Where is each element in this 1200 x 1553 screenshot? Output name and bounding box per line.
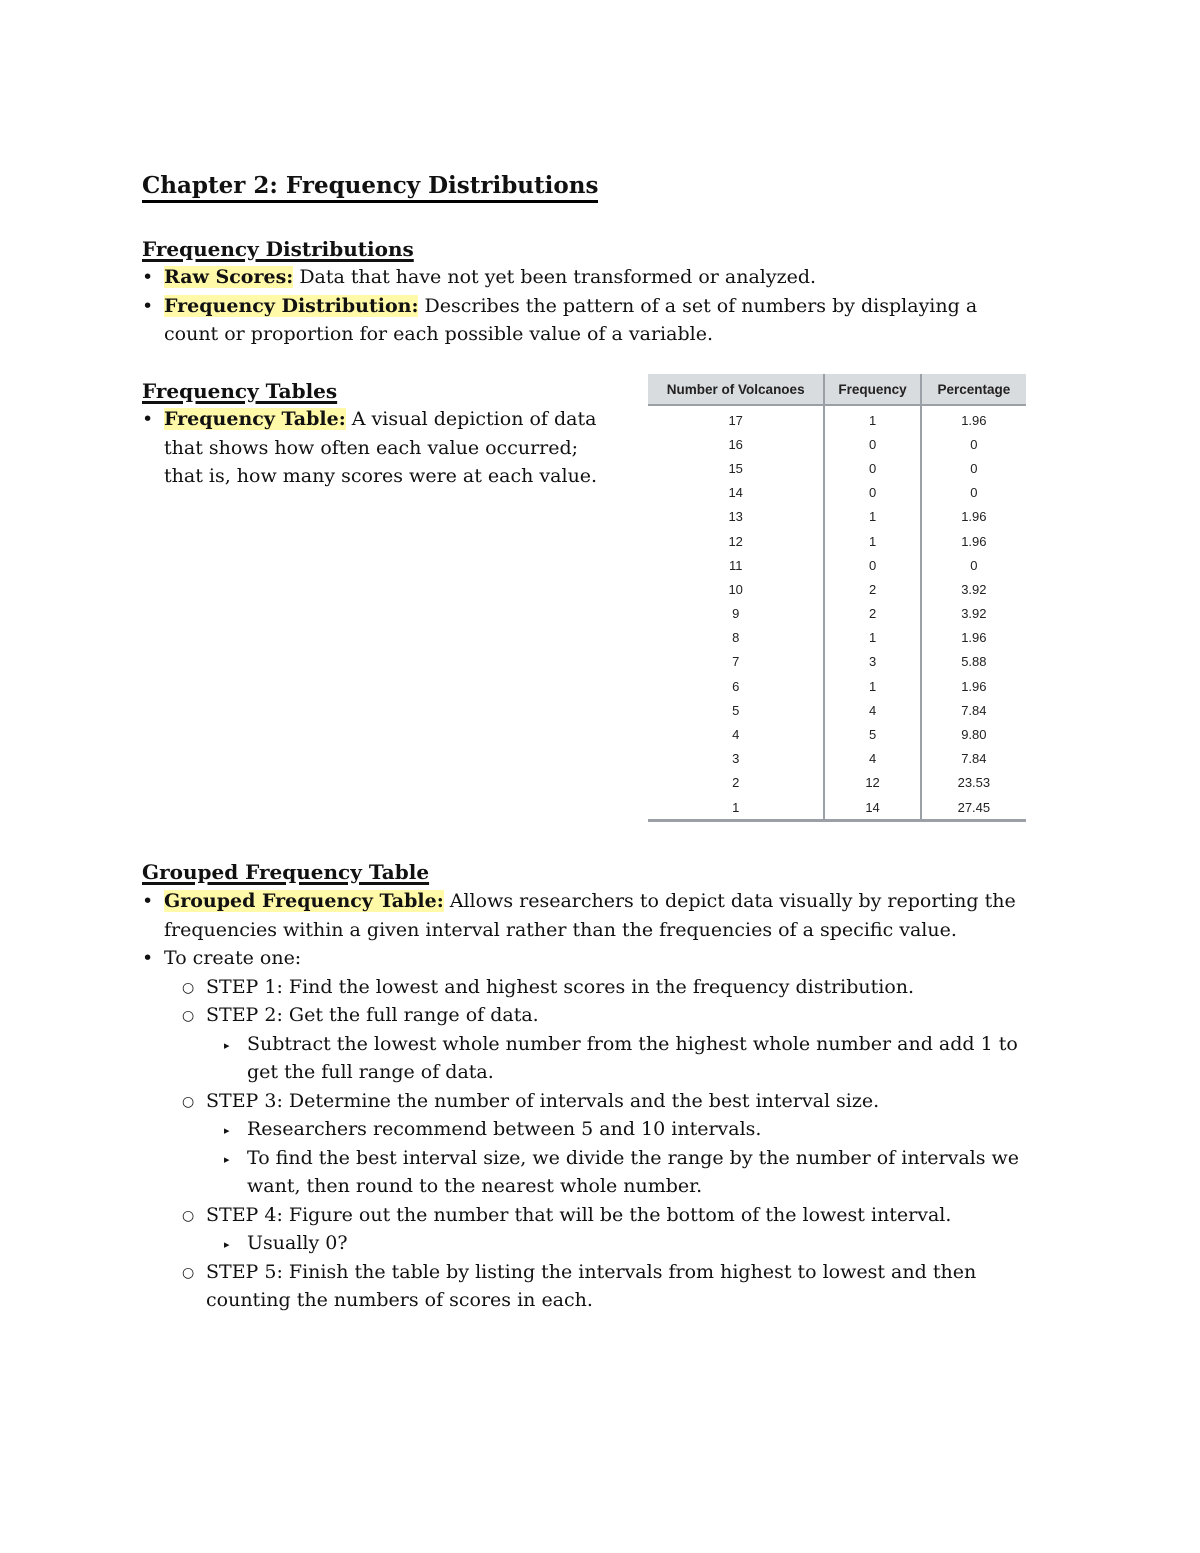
table-row <box>648 771 1026 795</box>
triangle-bullet-icon: ▸ <box>224 1038 230 1052</box>
circle-bullet-icon: ○ <box>182 979 195 996</box>
table-cell: 0 <box>824 456 920 480</box>
step-text: STEP 5: Finish the table by listing the intervals from highest to lowest and then <box>206 1260 977 1283</box>
table-cell: 10 <box>648 577 824 601</box>
table-row <box>648 698 1026 722</box>
frequency-tables-list <box>142 405 632 491</box>
table-cell: 1.96 <box>961 630 987 646</box>
bullet-icon: • <box>142 408 154 430</box>
table-cell: 7.84 <box>961 702 987 718</box>
table-cell: 0 <box>970 460 978 476</box>
table-cell: 7.84 <box>961 751 987 767</box>
table-row <box>648 481 1026 505</box>
step-detail-text: Subtract the lowest whole number from the highest whole number and add 1 to <box>247 1032 1018 1055</box>
table-cell: 0 <box>970 485 978 501</box>
table-row <box>648 505 1026 529</box>
column-header: Percentage <box>921 374 1026 405</box>
definition-text: A visual depiction of data <box>345 408 597 430</box>
definition-text-cont: that is, how many scores were at each value. <box>164 465 598 487</box>
step-detail-text-cont: want, then round to the nearest whole number. <box>247 1175 703 1197</box>
table-cell: 6 <box>648 674 824 698</box>
list-item <box>142 405 632 491</box>
section-heading-frequency-tables: Frequency Tables <box>142 379 338 403</box>
table-row <box>648 456 1026 480</box>
create-text: To create one: <box>164 947 302 969</box>
step-detail-text-cont: get the full range of data. <box>247 1061 494 1083</box>
table-cell: 4 <box>648 722 824 746</box>
list-item <box>142 1229 1072 1258</box>
column-header: Frequency <box>824 374 920 405</box>
bullet-icon: • <box>142 266 154 288</box>
table-cell: 1 <box>824 674 920 698</box>
table-cell: 15 <box>648 456 824 480</box>
table-cell: 0 <box>824 432 920 456</box>
table-row <box>648 553 1026 577</box>
table-cell: 2 <box>648 771 824 795</box>
bullet-icon: • <box>142 947 154 969</box>
table-cell: 1.96 <box>961 509 987 525</box>
term-raw-scores: Raw Scores: <box>164 266 294 288</box>
definition-text-cont: count or proportion for each possible value of a variable. <box>164 323 713 345</box>
table-cell: 14 <box>824 795 920 821</box>
table-cell: 23.53 <box>957 775 991 791</box>
table-cell: 4 <box>824 698 920 722</box>
volcano-frequency-table <box>648 374 1026 822</box>
list-item <box>142 292 1042 349</box>
table-cell: 9.80 <box>961 727 987 743</box>
table-row <box>648 722 1026 746</box>
table-cell: 13 <box>648 505 824 529</box>
triangle-bullet-icon: ▸ <box>224 1124 230 1137</box>
table-header-row <box>648 374 1026 405</box>
step-text: STEP 3: Determine the number of intervals and the best interval size. <box>206 1089 880 1112</box>
table-cell: 0 <box>970 557 978 573</box>
list-item <box>142 1201 1072 1230</box>
list-item <box>142 1115 1072 1144</box>
section-heading-grouped-frequency-table: Grouped Frequency Table <box>142 860 430 884</box>
table-cell: 16 <box>648 432 824 456</box>
table-cell: 1.96 <box>961 412 987 428</box>
step-text: STEP 1: Find the lowest and highest scores in the frequency distribution. <box>206 975 915 998</box>
list-item <box>142 973 1072 1002</box>
term-frequency-distribution: Frequency Distribution: <box>164 294 419 317</box>
table-cell: 5.88 <box>961 654 987 670</box>
list-item <box>142 1144 1072 1201</box>
table-row <box>648 674 1026 698</box>
table-cell: 1 <box>824 529 920 553</box>
table-row <box>648 602 1026 626</box>
definition-text: Allows researchers to depict data visually by reporting the <box>443 890 1016 912</box>
table-cell: 12 <box>648 529 824 553</box>
table-cell: 2 <box>824 577 920 601</box>
table-cell: 3.92 <box>961 581 987 597</box>
table-cell: 1 <box>648 795 824 821</box>
circle-bullet-icon: ○ <box>182 1008 195 1024</box>
term-frequency-table: Frequency Table: <box>164 408 346 430</box>
table-cell: 1 <box>824 626 920 650</box>
triangle-bullet-icon: ▸ <box>224 1238 230 1251</box>
bullet-icon: • <box>142 294 154 317</box>
step-detail-text: Usually 0? <box>247 1232 348 1254</box>
table-cell: 14 <box>648 481 824 505</box>
table-cell: 0 <box>824 481 920 505</box>
list-item <box>142 1030 1072 1087</box>
table-cell: 12 <box>824 771 920 795</box>
definition-text: Data that have not yet been transformed or analyzed. <box>293 266 817 288</box>
circle-bullet-icon: ○ <box>182 1264 195 1281</box>
table-cell: 11 <box>648 553 824 577</box>
table-cell: 0 <box>824 553 920 577</box>
table-row <box>648 650 1026 674</box>
page-title: Chapter 2: Frequency Distributions <box>142 172 598 203</box>
section-heading-frequency-distributions: Frequency Distributions <box>142 237 414 261</box>
step-text-cont: counting the numbers of scores in each. <box>206 1289 593 1311</box>
step-detail-text: Researchers recommend between 5 and 10 intervals. <box>247 1118 762 1140</box>
list-item <box>142 263 1042 292</box>
table-cell: 3 <box>648 747 824 771</box>
table-cell: 17 <box>648 405 824 432</box>
list-item <box>142 887 1072 944</box>
definition-text-cont: that shows how often each value occurred; <box>164 436 579 459</box>
grouped-frequency-list <box>142 887 1072 1315</box>
table-cell: 1.96 <box>961 533 987 549</box>
table-cell: 5 <box>824 722 920 746</box>
table-cell: 1 <box>824 405 920 432</box>
column-header: Number of Volcanoes <box>648 374 824 405</box>
triangle-bullet-icon: ▸ <box>224 1152 230 1166</box>
list-item <box>142 1258 1072 1315</box>
definition-text-cont: frequencies within a given interval rather than the frequencies of a specific value. <box>164 918 957 941</box>
table-row <box>648 577 1026 601</box>
table-cell: 1.96 <box>961 678 987 694</box>
step-text: STEP 4: Figure out the number that will be the bottom of the lowest interval. <box>206 1203 952 1226</box>
table-cell: 27.45 <box>921 795 1026 821</box>
table-cell: 3.92 <box>961 606 987 622</box>
table-cell: 4 <box>824 747 920 771</box>
table-row <box>648 747 1026 771</box>
table-row <box>648 405 1026 432</box>
step-text: STEP 2: Get the full range of data. <box>206 1004 539 1026</box>
table-row <box>648 529 1026 553</box>
table-row <box>648 432 1026 456</box>
circle-bullet-icon: ○ <box>182 1207 195 1224</box>
list-item <box>142 1087 1072 1116</box>
step-detail-text: To find the best interval size, we divide the range by the number of intervals we <box>247 1146 1020 1169</box>
table-cell: 5 <box>648 698 824 722</box>
table-cell: 7 <box>648 650 824 674</box>
definition-text: Describes the pattern of a set of numbers by displaying a <box>418 294 978 317</box>
table-cell: 9 <box>648 602 824 626</box>
table-cell: 1 <box>824 505 920 529</box>
term-grouped-frequency-table: Grouped Frequency Table: <box>164 890 444 912</box>
bullet-icon: • <box>142 890 154 912</box>
table-row <box>648 626 1026 650</box>
table-cell: 0 <box>970 436 978 452</box>
frequency-distributions-list <box>142 263 1042 349</box>
list-item <box>142 1001 1072 1030</box>
table-cell: 8 <box>648 626 824 650</box>
list-item <box>142 944 1072 973</box>
table-cell: 3 <box>824 650 920 674</box>
table-cell: 2 <box>824 602 920 626</box>
circle-bullet-icon: ○ <box>182 1093 195 1110</box>
table-row <box>648 795 1026 821</box>
